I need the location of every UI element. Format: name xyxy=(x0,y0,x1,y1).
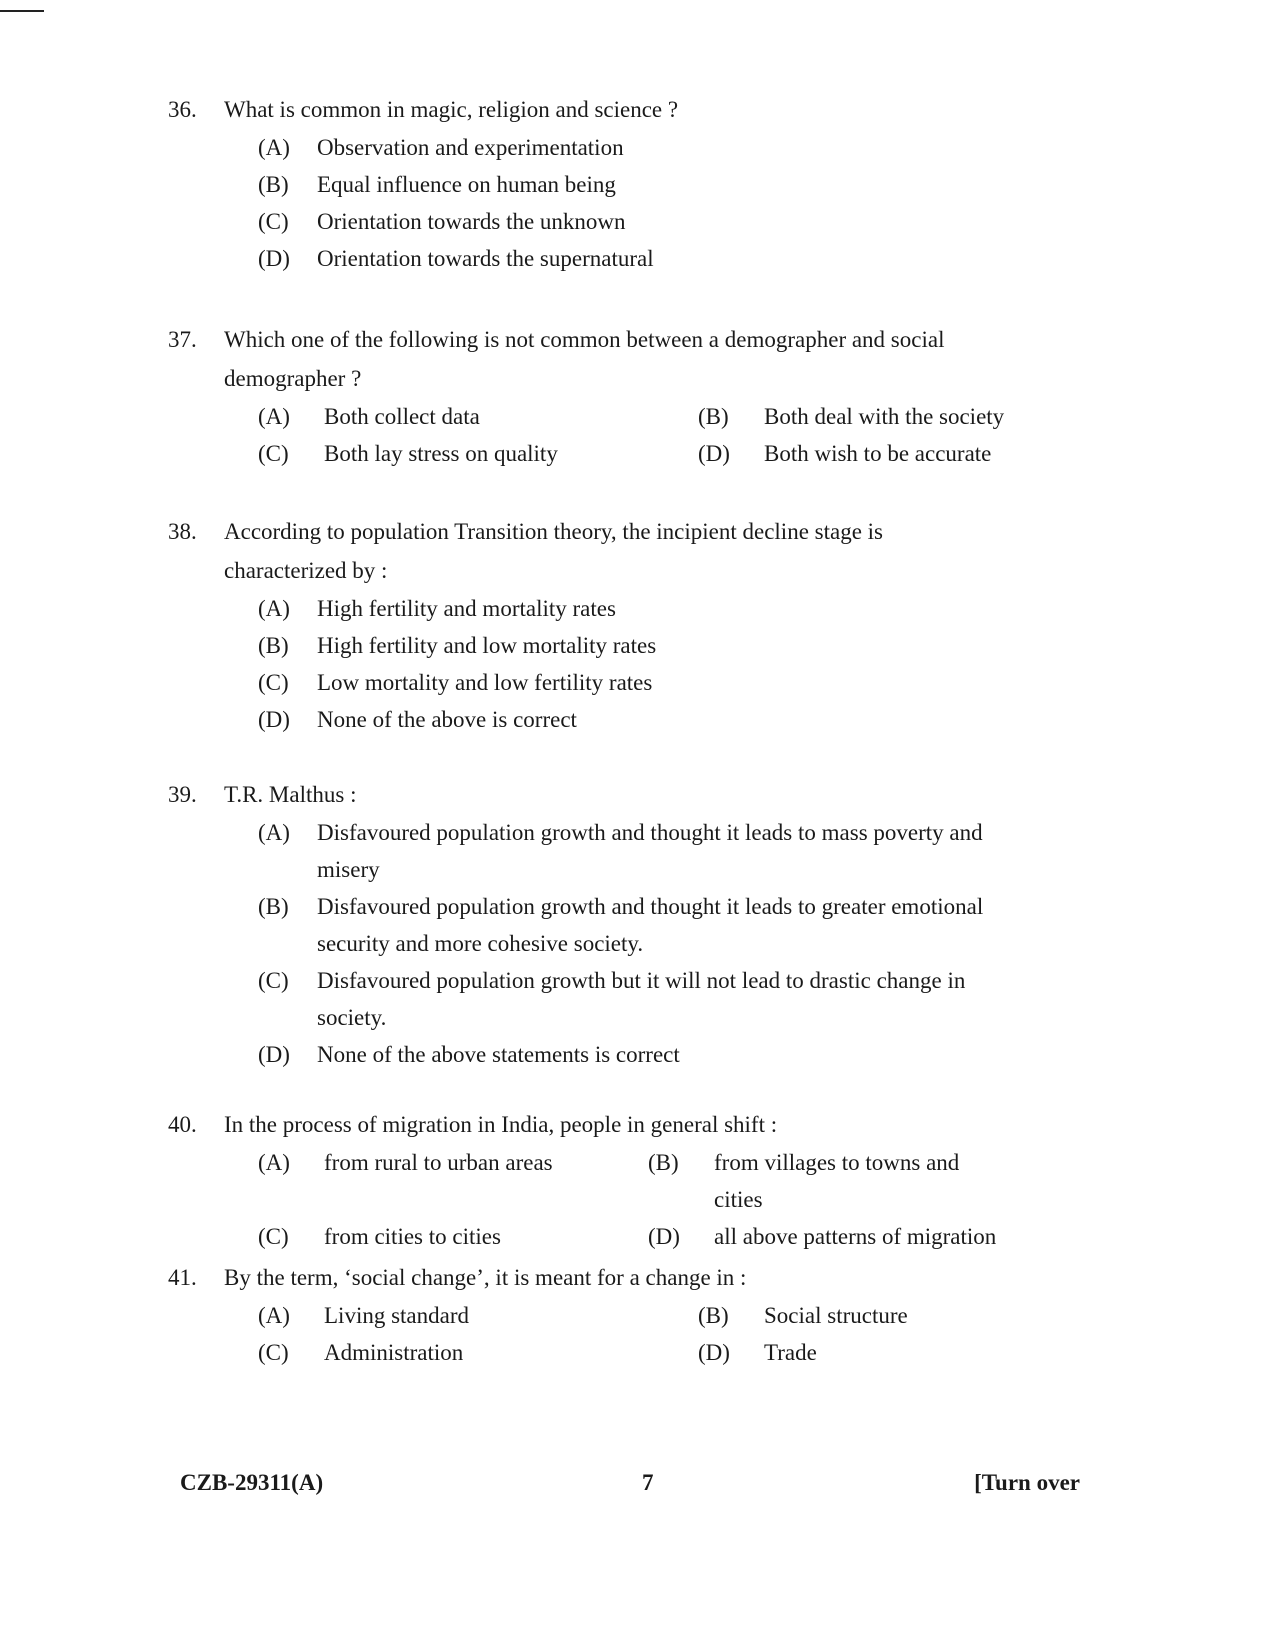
question-text: Which one of the following is not common between a demographer and social demographer ? xyxy=(224,327,945,391)
question-36 xyxy=(168,90,1008,277)
option-c: (C) Orientation towards the unknown xyxy=(258,209,626,234)
page-number: 7 xyxy=(642,1470,654,1495)
question-number: 41. xyxy=(168,1265,197,1290)
option-b: (B) Disfavoured population growth and thought it leads to greater emotional security and more cohesive society. xyxy=(258,894,984,956)
question-number: 36. xyxy=(168,97,197,122)
option-c: (C) Disfavoured population growth but it will not lead to drastic change in society. xyxy=(258,968,966,1030)
option-b: (B) Both deal with the society xyxy=(698,404,1005,429)
option-c: (C) Administration xyxy=(258,1340,464,1365)
option-d: (D) Both wish to be accurate xyxy=(698,441,992,466)
question-number: 38. xyxy=(168,519,197,544)
option-b: (B) Equal influence on human being xyxy=(258,172,616,197)
option-b: (B) High fertility and low mortality rates xyxy=(258,633,657,658)
question-text: What is common in magic, religion and science ? xyxy=(224,97,679,122)
option-a: (A) High fertility and mortality rates xyxy=(258,596,616,621)
question-text: By the term, ‘social change’, it is meant for a change in : xyxy=(224,1265,747,1290)
option-b: (B) from villages to towns and cities xyxy=(648,1150,960,1212)
question-39 xyxy=(168,775,1008,1073)
question-number: 37. xyxy=(168,327,197,352)
option-c: (C) Low mortality and low fertility rates xyxy=(258,670,653,695)
question-number: 39. xyxy=(168,782,197,807)
option-a: (A) from rural to urban areas xyxy=(258,1150,553,1175)
option-c: (C) from cities to cities xyxy=(258,1224,501,1249)
question-text: In the process of migration in India, people in general shift : xyxy=(224,1112,778,1137)
option-d: (D) None of the above statements is correct xyxy=(258,1042,680,1067)
question-38 xyxy=(168,512,1008,738)
option-b: (B) Social structure xyxy=(698,1303,908,1328)
option-d: (D) None of the above is correct xyxy=(258,707,577,732)
option-d: (D) all above patterns of migration xyxy=(648,1224,997,1249)
question-37 xyxy=(168,320,1008,472)
question-40 xyxy=(168,1105,1008,1255)
option-c: (C) Both lay stress on quality xyxy=(258,441,558,466)
question-41 xyxy=(168,1258,1008,1371)
question-text: According to population Transition theory, the incipient decline stage is characterized by : xyxy=(224,519,884,583)
corner-mark xyxy=(0,10,44,12)
option-d: (D) Trade xyxy=(698,1340,817,1365)
turn-over-note: [Turn over xyxy=(974,1470,1080,1495)
option-a: (A) Both collect data xyxy=(258,404,480,429)
option-a: (A) Living standard xyxy=(258,1303,469,1328)
paper-code: CZB-29311(A) xyxy=(180,1470,324,1495)
option-a: (A) Observation and experimentation xyxy=(258,135,624,160)
option-d: (D) Orientation towards the supernatural xyxy=(258,246,654,271)
question-text: T.R. Malthus : xyxy=(224,782,357,807)
option-a: (A) Disfavoured population growth and thought it leads to mass poverty and misery xyxy=(258,820,983,882)
question-number: 40. xyxy=(168,1112,197,1137)
